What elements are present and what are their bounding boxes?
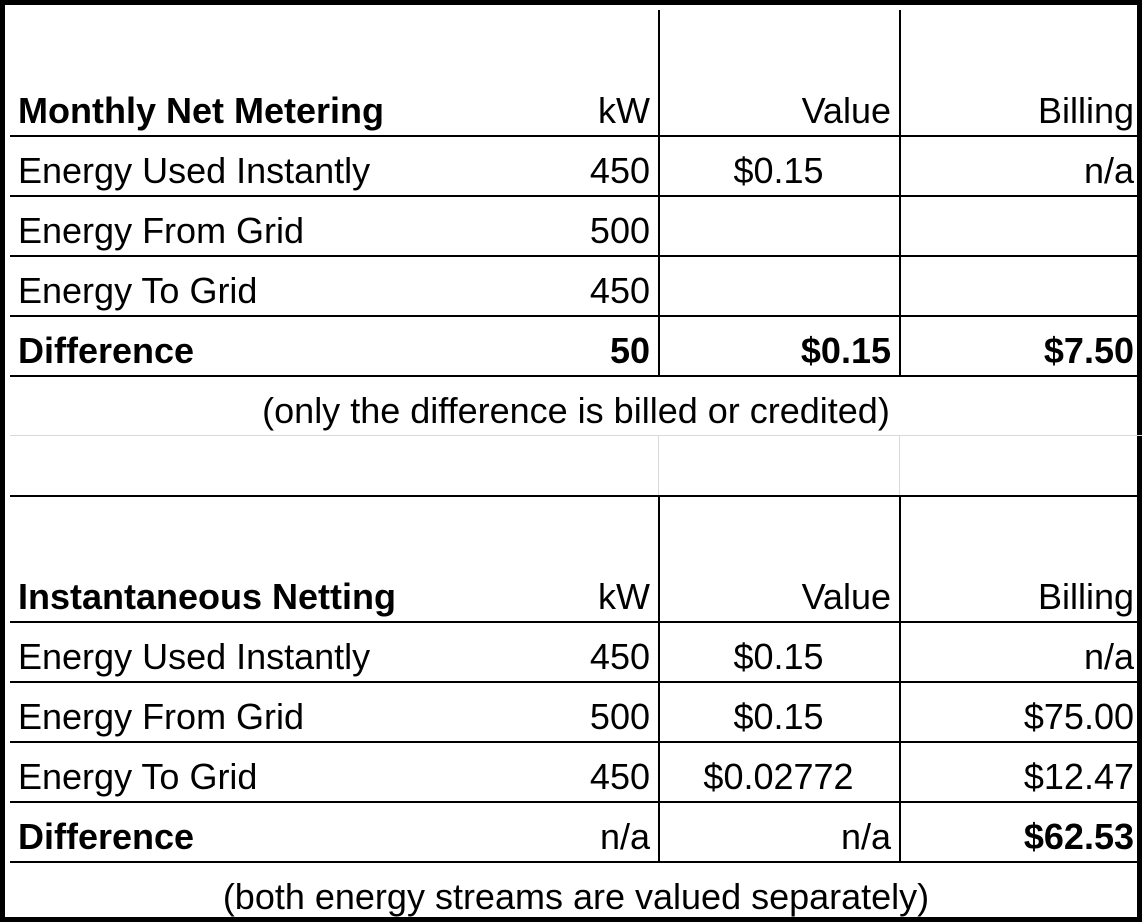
grid-line-faint bbox=[658, 436, 659, 496]
instant-difference-label: Difference bbox=[18, 816, 195, 857]
grid-line bbox=[10, 195, 1142, 197]
monthly-difference-label: Difference bbox=[18, 330, 195, 371]
monthly-row-from-grid-value bbox=[658, 196, 899, 256]
instant-row-to-grid-label: Energy To Grid bbox=[18, 756, 258, 797]
grid-line bbox=[10, 375, 1142, 377]
grid-line bbox=[10, 681, 1142, 683]
instant-difference-billing: $62.53 bbox=[1023, 816, 1134, 857]
grid-line bbox=[10, 135, 1142, 137]
monthly-note: (only the difference is billed or credited) bbox=[262, 390, 890, 431]
grid-line-faint bbox=[899, 436, 900, 496]
grid-line bbox=[658, 10, 660, 376]
instant-note: (both energy streams are valued separately) bbox=[222, 876, 930, 917]
instant-row-from-grid-kw: 500 bbox=[589, 696, 650, 737]
instant-row-used-kw: 450 bbox=[589, 636, 650, 677]
instant-kw-header: kW bbox=[598, 576, 650, 617]
monthly-billing-header: Billing bbox=[1037, 90, 1134, 131]
monthly-row-used-billing: n/a bbox=[1083, 150, 1134, 191]
grid-line bbox=[10, 495, 1142, 497]
instant-row-to-grid-value: $0.02772 bbox=[703, 756, 854, 797]
instant-row-used-billing: n/a bbox=[1083, 636, 1134, 677]
monthly-row-used-kw: 450 bbox=[589, 150, 650, 191]
instant-row-from-grid-value: $0.15 bbox=[733, 696, 824, 737]
grid-line bbox=[10, 801, 1142, 803]
grid-line bbox=[899, 496, 901, 862]
instant-section-title: Instantaneous Netting bbox=[18, 576, 397, 617]
grid-line bbox=[10, 621, 1142, 623]
grid-line bbox=[658, 496, 660, 862]
monthly-difference-kw: 50 bbox=[609, 330, 650, 371]
monthly-row-used-label: Energy Used Instantly bbox=[18, 150, 371, 191]
monthly-row-to-grid-label: Energy To Grid bbox=[18, 270, 258, 311]
grid-line bbox=[10, 315, 1142, 317]
monthly-row-from-grid-kw: 500 bbox=[589, 210, 650, 251]
monthly-value-header: Value bbox=[801, 90, 891, 131]
grid-line bbox=[10, 861, 1142, 863]
monthly-row-to-grid-value bbox=[658, 256, 899, 316]
spreadsheet-grid bbox=[10, 10, 1142, 922]
instant-row-from-grid-billing: $75.00 bbox=[1023, 696, 1134, 737]
monthly-row-used-value: $0.15 bbox=[733, 150, 824, 191]
instant-value-header: Value bbox=[801, 576, 891, 617]
instant-row-to-grid-billing: $12.47 bbox=[1023, 756, 1134, 797]
monthly-row-to-grid-billing bbox=[899, 256, 1142, 316]
monthly-difference-billing: $7.50 bbox=[1043, 330, 1134, 371]
instant-row-to-grid-kw: 450 bbox=[589, 756, 650, 797]
monthly-difference-value: $0.15 bbox=[800, 330, 891, 371]
instant-row-used-value: $0.15 bbox=[733, 636, 824, 677]
instant-row-from-grid-label: Energy From Grid bbox=[18, 696, 305, 737]
monthly-section-title: Monthly Net Metering bbox=[18, 90, 384, 131]
grid-line bbox=[10, 255, 1142, 257]
monthly-row-from-grid-label: Energy From Grid bbox=[18, 210, 305, 251]
monthly-row-to-grid-kw: 450 bbox=[589, 270, 650, 311]
grid-line bbox=[10, 741, 1142, 743]
grid-line-faint bbox=[10, 435, 1142, 436]
instant-billing-header: Billing bbox=[1037, 576, 1134, 617]
instant-difference-value: n/a bbox=[840, 816, 891, 857]
grid-line bbox=[899, 10, 901, 376]
monthly-row-from-grid-billing bbox=[899, 196, 1142, 256]
instant-row-used-label: Energy Used Instantly bbox=[18, 636, 371, 677]
monthly-kw-header: kW bbox=[598, 90, 650, 131]
instant-difference-kw: n/a bbox=[599, 816, 650, 857]
